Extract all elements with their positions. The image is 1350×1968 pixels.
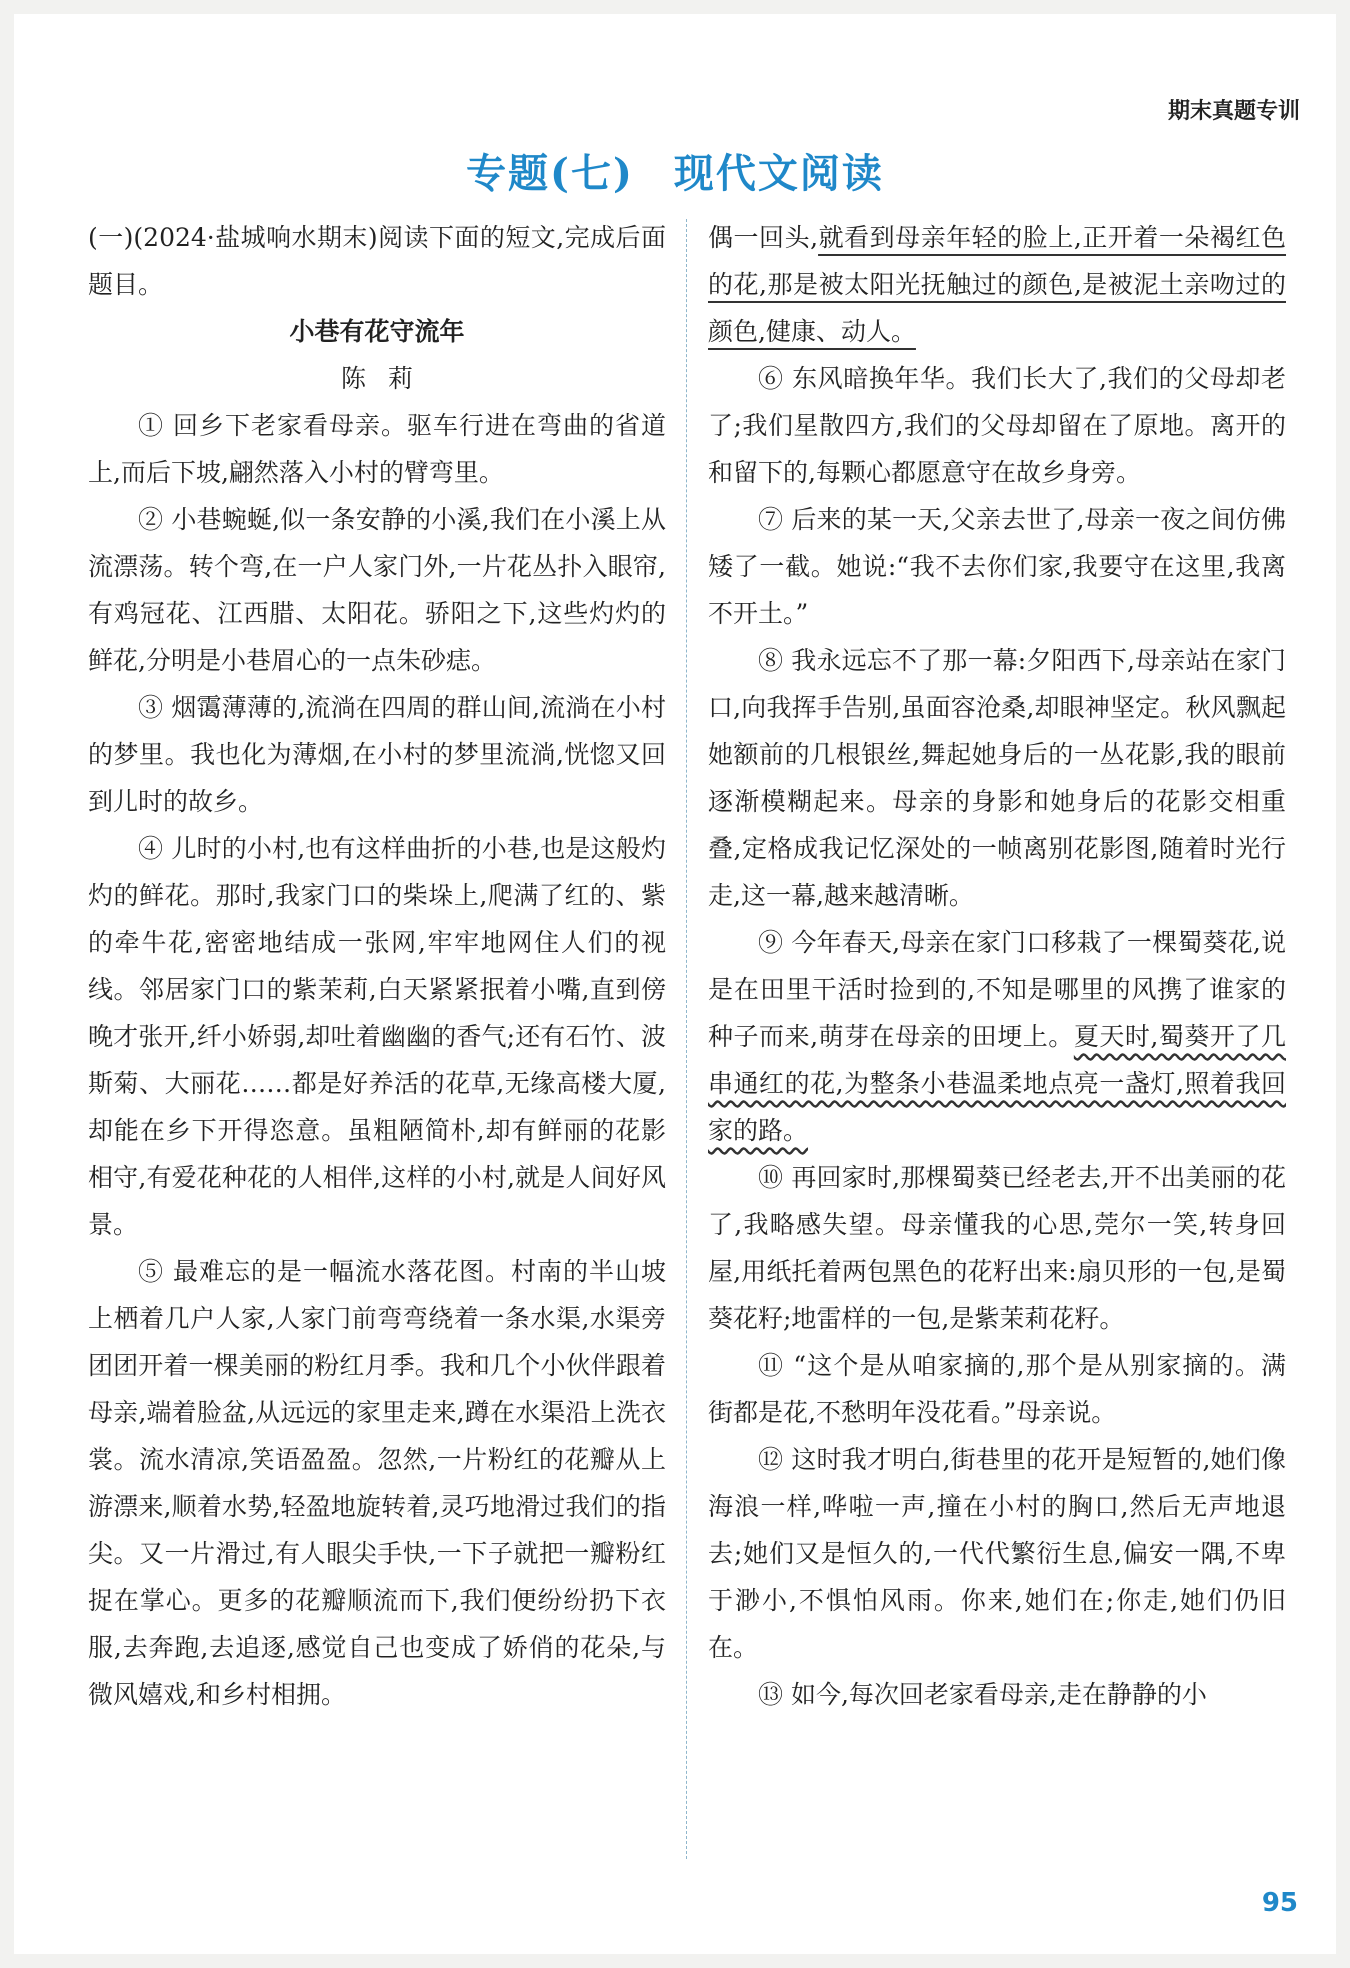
section-header: 期末真题专训 — [1167, 99, 1300, 124]
paragraph-1: ① 回乡下老家看母亲。驱车行进在弯曲的省道上,而后下坡,翩然落入小村的臂弯里。 — [88, 411, 666, 487]
column-divider — [686, 219, 687, 1859]
paragraph-8: ⑧ 我永远忘不了那一幕:夕阳西下,母亲站在家门口,向我挥手告别,虽面容沧桑,却眼神坚定。秋风飘起她额前的几根银丝,舞起她身后的一丛花影,我的眼前逐渐模糊起来。母亲的身影和她身后的花影交相重叠,定格成我记忆深处的一帧离别花影图,随着时光行走,这一幕,越来越清晰。 — [708, 646, 1286, 910]
paragraph-4: ④ 儿时的小村,也有这样曲折的小巷,也是这般灼灼的鲜花。那时,我家门口的柴垛上,爬满了红的、紫的牵牛花,密密地结成一张网,牢牢地网住人们的视线。邻居家门口的紫茉莉,白天紧紧抿着小嘴,直到傍晚才张开,纤小娇弱,却吐着幽幽的香气;还有石竹、波斯菊、大丽花……都是好养活的花草,无缘高楼大厦,却能在乡下开得恣意。虽粗陋简朴,却有鲜丽的花影相守,有爱花种花的人相伴,这样的小村,就是人间好风景。 — [88, 834, 666, 1239]
paragraph-6: ⑥ 东风暗换年华。我们长大了,我们的父母却老了;我们星散四方,我们的父母却留在了原地。离开的和留下的,每颗心都愿意守在故乡身旁。 — [708, 364, 1286, 487]
paragraph-11: ⑪ “这个是从咱家摘的,那个是从别家摘的。满街都是花,不愁明年没花看。”母亲说。 — [708, 1351, 1286, 1427]
paragraph-2: ② 小巷蜿蜒,似一条安静的小溪,我们在小溪上从流漂荡。转个弯,在一户人家门外,一片花丛扑入眼帘,有鸡冠花、江西腊、太阳花。骄阳之下,这些灼灼的鲜花,分明是小巷眉心的一点朱砂痣。 — [88, 505, 666, 675]
paragraph-5-continued — [708, 214, 1286, 355]
page-title — [14, 142, 1336, 199]
paragraph-12: ⑫ 这时我才明白,街巷里的花开是短暂的,她们像海浪一样,哗啦一声,撞在小村的胸口,然后无声地退去;她们又是恒久的,一代代繁衍生息,偏安一隅,不卑于渺小,不惧怕风雨。你来,她们在;你走,她们仍旧在。 — [708, 1445, 1286, 1662]
paragraph-9 — [708, 919, 1286, 1154]
paragraph-10: ⑩ 再回家时,那棵蜀葵已经老去,开不出美丽的花了,我略感失望。母亲懂我的心思,莞尔一笑,转身回屋,用纸托着两包黑色的花籽出来:扇贝形的一包,是蜀葵花籽;地雷样的一包,是紫茉莉花籽。 — [708, 1163, 1286, 1333]
article-title: 小巷有花守流年 — [289, 317, 465, 346]
p5-cont-plain: 偶一回头, — [708, 223, 819, 252]
p9-wavy-sentence: 夏天时,蜀葵开了几串通红的花,为整条小巷温柔地点亮一盏灯,照着我回家的路。 — [708, 1022, 1286, 1145]
title-part2: 现代文阅读 — [673, 150, 884, 197]
left-column — [88, 214, 666, 1718]
question-intro: (一)(2024·盐城响水期末)阅读下面的短文,完成后面题目。 — [88, 223, 666, 299]
article-author: 陈莉 — [340, 364, 435, 393]
title-part1: 专题(七) — [466, 150, 634, 197]
page — [14, 14, 1336, 1954]
page-number: 95 — [1261, 1888, 1298, 1918]
p9-plain: ⑨ 今年春天,母亲在家门口移栽了一棵蜀葵花,说是在田里干活时捡到的,不知是哪里的风携了谁家的种子而来,萌芽在母亲的田埂上。 — [708, 928, 1286, 1051]
paragraph-7: ⑦ 后来的某一天,父亲去世了,母亲一夜之间仿佛矮了一截。她说:“我不去你们家,我要守在这里,我离不开土。” — [708, 505, 1286, 628]
paragraph-5: ⑤ 最难忘的是一幅流水落花图。村南的半山坡上栖着几户人家,人家门前弯弯绕着一条水渠,水渠旁团团开着一棵美丽的粉红月季。我和几个小伙伴跟着母亲,端着脸盆,从远远的家里走来,蹲在水渠沿上洗衣裳。流水清凉,笑语盈盈。忽然,一片粉红的花瓣从上游漂来,顺着水势,轻盈地旋转着,灵巧地滑过我们的指尖。又一片滑过,有人眼尖手快,一下子就把一瓣粉红捉在掌心。更多的花瓣顺流而下,我们便纷纷扔下衣服,去奔跑,去追逐,感觉自己也变成了娇俏的花朵,与微风嬉戏,和乡村相拥。 — [88, 1257, 666, 1709]
right-column — [708, 214, 1286, 1718]
paragraph-13: ⑬ 如今,每次回老家看母亲,走在静静的小 — [758, 1680, 1207, 1709]
p5-underlined-sentence: 就看到母亲年轻的脸上,正开着一朵褐红色的花,那是被太阳光抚触过的颜色,是被泥土亲吻过的颜色,健康、动人。 — [708, 223, 1287, 346]
paragraph-3: ③ 烟霭薄薄的,流淌在四周的群山间,流淌在小村的梦里。我也化为薄烟,在小村的梦里流淌,恍惚又回到儿时的故乡。 — [88, 693, 666, 816]
